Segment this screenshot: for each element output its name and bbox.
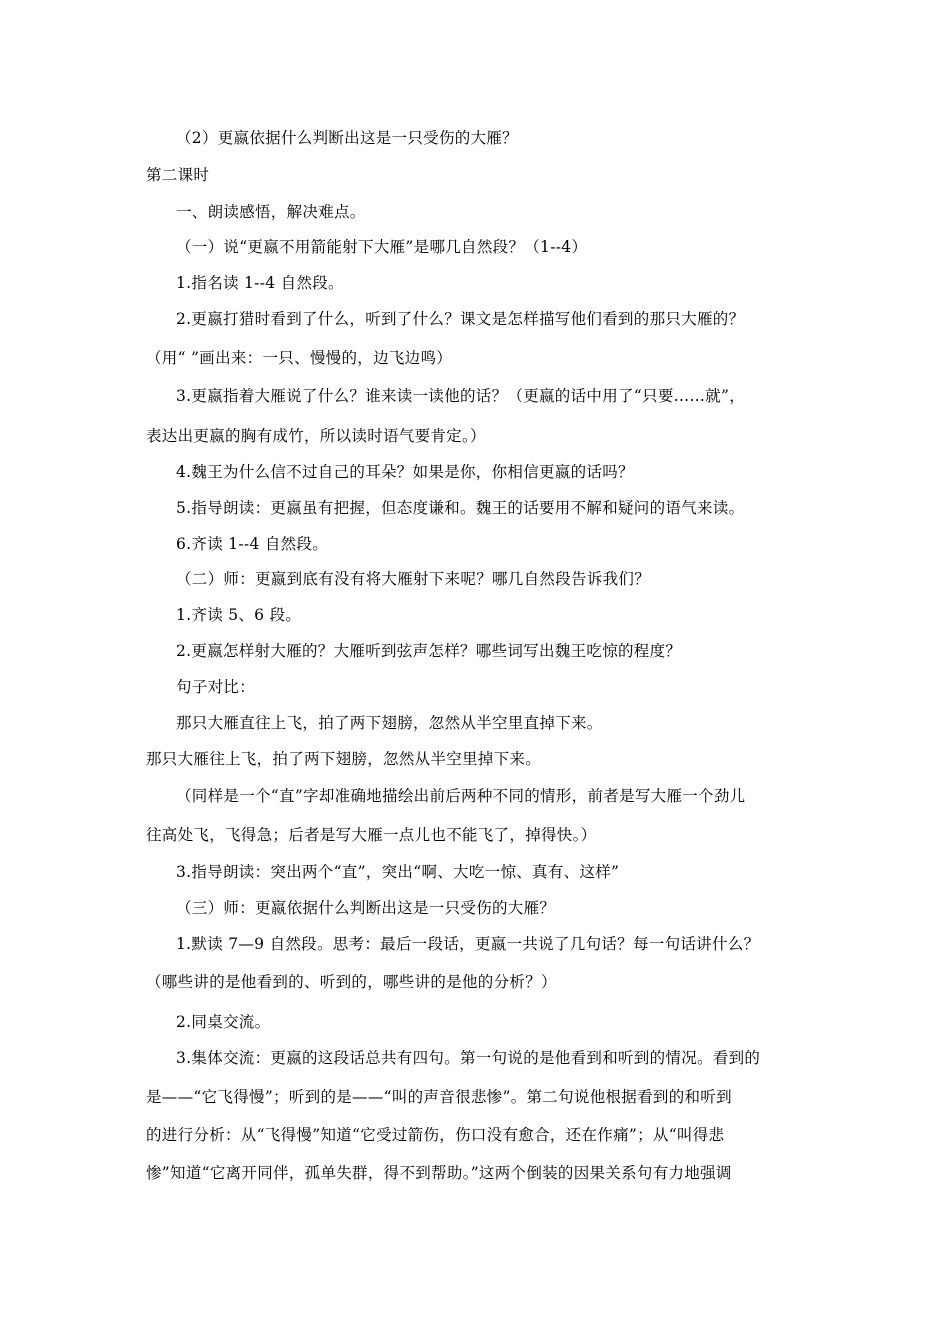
paragraph-line: 表达出更嬴的胸有成竹，所以读时语气要肯定。） (146, 427, 486, 445)
step-item: 2.更嬴怎样射大雁的？大雁听到弦声怎样？哪些词写出魏王吃惊的程度？ (176, 642, 682, 660)
paragraph-line: （同样是一个“直”字却准确地描绘出前后两种不同的情形，前者是写大雁一个劲儿 (176, 787, 746, 805)
paragraph-line: （哪些讲的是他看到的、听到的，哪些讲的是他的分析？） (146, 973, 557, 991)
step-item: 1.指名读 1--4 自然段。 (176, 274, 344, 292)
step-item: 1.齐读 5、6 段。 (176, 606, 302, 624)
step-item: 4.魏王为什么信不过自己的耳朵？如果是你，你相信更嬴的话吗？ (176, 463, 634, 481)
paragraph-line: 惨”知道“它离开同伴，孤单失群，得不到帮助。”这两个倒装的因果关系句有力地强调 (146, 1164, 732, 1182)
paragraph-line: 句子对比： (176, 678, 256, 696)
example-sentence: 那只大雁往上飞，拍了两下翅膀，忽然从半空里掉下来。 (146, 750, 542, 768)
step-item: 5.指导朗读：更嬴虽有把握，但态度谦和。魏王的话要用不解和疑问的语气来读。 (176, 499, 745, 517)
section-heading: 一、朗读感悟，解决难点。 (176, 203, 366, 221)
subsection-heading: （一）说“更嬴不用箭能射下大雁”是哪几自然段？（1--4） (176, 238, 588, 256)
step-item: 1.默读 7—9 自然段。思考：最后一段话，更嬴一共说了几句话？每一句话讲什么？ (176, 935, 760, 953)
lesson-heading: 第二课时 (146, 166, 210, 184)
step-item: 2.更嬴打猎时看到了什么，听到了什么？课文是怎样描写他们看到的那只大雁的？ (176, 310, 745, 328)
paragraph-line: 往高处飞，飞得急；后者是写大雁一点儿也不能飞了，掉得快。） (146, 826, 597, 844)
question-line: （2）更嬴依据什么判断出这是一只受伤的大雁？ (176, 129, 518, 147)
subsection-heading: （二）师：更嬴到底有没有将大雁射下来呢？哪几自然段告诉我们？ (176, 570, 651, 588)
subsection-heading: （三）师：更嬴依据什么判断出这是一只受伤的大雁？ (176, 899, 556, 917)
paragraph-line: 的进行分析：从“飞得慢”知道“它受过箭伤，伤口没有愈合，还在作痛”；从“叫得悲 (146, 1126, 725, 1144)
step-item: 3.指导朗读：突出两个“直”，突出“啊、大吃一惊、真有、这样” (176, 863, 620, 881)
step-item: 3.更嬴指着大雁说了什么？谁来读一读他的话？（更嬴的话中用了“只要……就”， (176, 387, 746, 405)
step-item: 3.集体交流：更嬴的这段话总共有四句。第一句说的是他看到和听到的情况。看到的 (176, 1049, 761, 1067)
paragraph-line: 是——“它飞得慢”；听到的是——“叫的声音很悲惨”。第二句说他根据看到的和听到 (146, 1088, 732, 1106)
step-item: 6.齐读 1--4 自然段。 (176, 535, 329, 553)
step-item: 2.同桌交流。 (176, 1013, 271, 1031)
example-sentence: 那只大雁直往上飞，拍了两下翅膀，忽然从半空里直掉下来。 (176, 714, 603, 732)
paragraph-line: （用“ ”画出来：一只、慢慢的，边飞边鸣） (146, 349, 453, 367)
